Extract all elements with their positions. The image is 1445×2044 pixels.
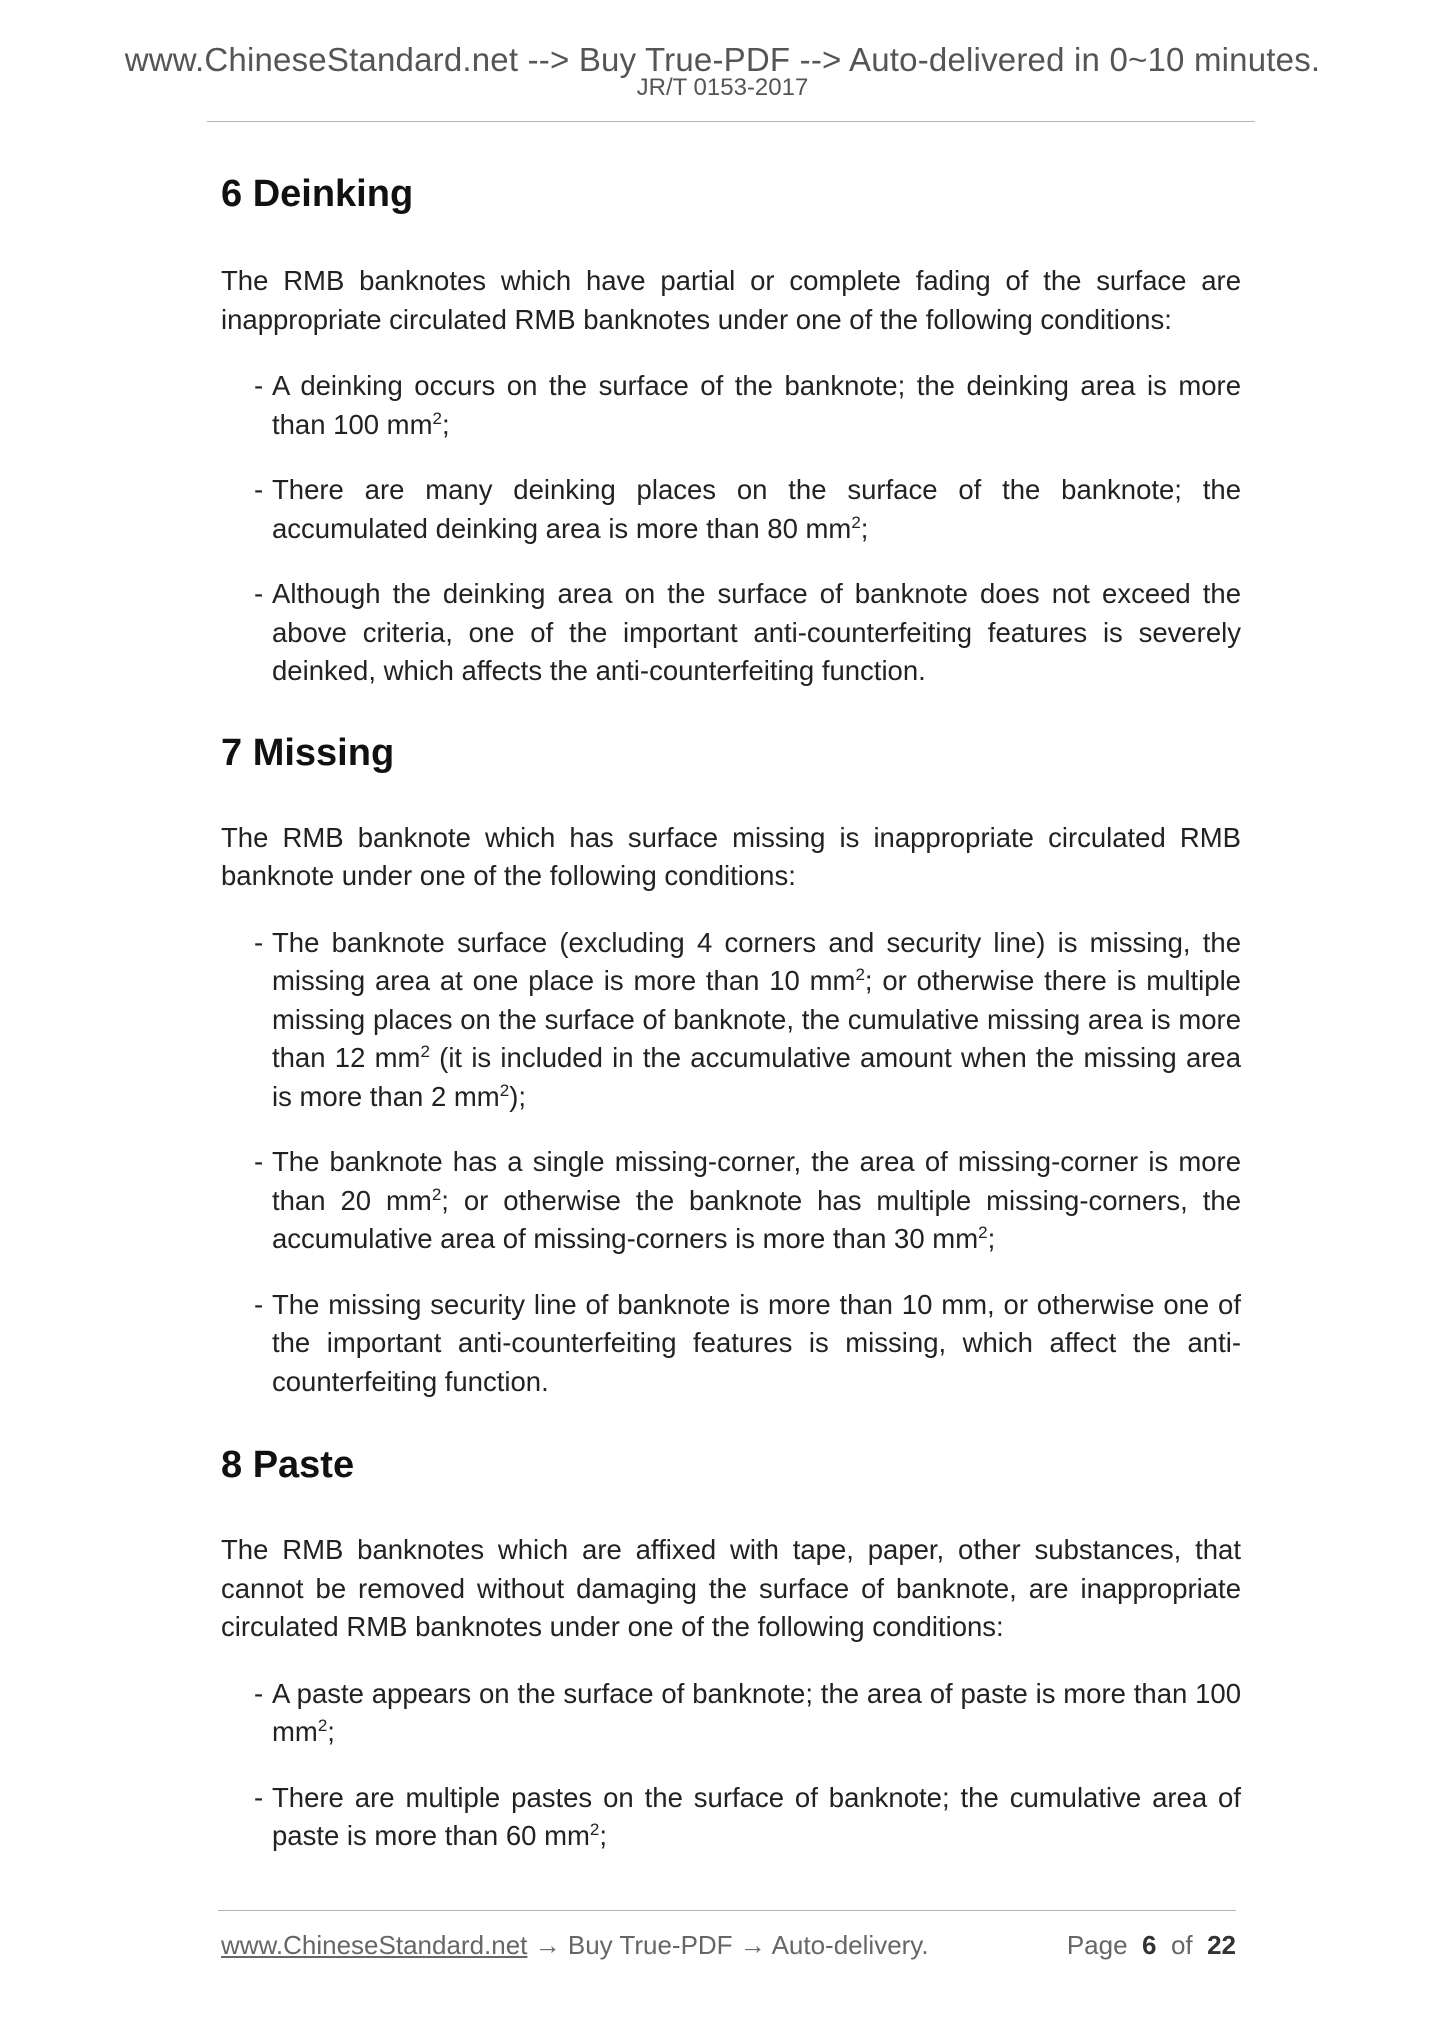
page-footer — [221, 1929, 1236, 1961]
section-heading-deinking: 6 Deinking — [221, 173, 414, 215]
list-item-text: The missing security line of banknote is more than 10 mm, or otherwise one of the important anti-counterfeiting features is missing, which affect the anti-counterfeiting function. — [272, 1288, 1241, 1397]
list-item-text: There are many deinking places on the surface of the banknote; the accumulated deinking area is more than 80 $mm^2$; — [272, 474, 1241, 544]
section-heading-paste: 8 Paste — [221, 1444, 355, 1486]
page-counter: Page 6 of 22 — [1066, 1930, 1236, 1960]
header-divider — [207, 121, 1255, 122]
list-item — [254, 1675, 1241, 1752]
list-marker: - — [254, 926, 264, 958]
list-item-text: There are multiple pastes on the surface of banknote; the cumulative area of paste is more than 60 $mm^2$; — [272, 1781, 1241, 1851]
section-intro-paste: The RMB banknotes which are affixed with tape, paper, other substances, that cannot be removed without damaging the surface of banknote, are inappropriate circulated RMB banknotes under one of the following conditions: — [221, 1534, 1241, 1642]
document-code: JR/T 0153-2017 — [636, 74, 809, 101]
list-item — [254, 367, 1241, 444]
list-item-text: A deinking occurs on the surface of the banknote; the deinking area is more than 100 $mm^2$; — [272, 370, 1241, 440]
top-banner: www.ChineseStandard.net --> Buy True-PDF --> Auto-delivered in 0~10 minutes. — [124, 41, 1321, 78]
list-item-text: The banknote has a single missing-corner, the area of missing-corner is more than 20 $mm^2$; or otherwise the banknote has multiple missing-corners, the accumulative area of missing-corners is more than 30 $mm^2$; — [272, 1146, 1241, 1254]
list-marker: - — [254, 578, 264, 609]
list-item — [254, 471, 1241, 548]
page-body — [221, 170, 1241, 1856]
list-item-text: Although the deinking area on the surface of banknote does not exceed the above criteria, one of the important anti-counterfeiting features is severely deinked, which affects the anti-counterfeiting function. — [272, 578, 1241, 686]
list-item — [254, 1143, 1241, 1259]
page-total: 22 — [1207, 1930, 1236, 1960]
section-intro-deinking: The RMB banknotes which have partial or complete fading of the surface are inappropriate circulated RMB banknotes under one of the following conditions: — [221, 265, 1241, 335]
page-number: 6 — [1142, 1930, 1157, 1960]
list-item — [254, 1779, 1241, 1856]
list-marker: - — [254, 1677, 264, 1709]
list-marker: - — [254, 474, 264, 505]
list-item-text: A paste appears on the surface of banknote; the area of paste is more than 100 $mm^2$; — [272, 1677, 1241, 1747]
list-marker: - — [254, 370, 264, 401]
footer-left — [221, 1929, 929, 1961]
section-intro-missing: The RMB banknote which has surface missing is inappropriate circulated RMB banknote under one of the following conditions: — [221, 821, 1241, 891]
site-link[interactable]: www.ChineseStandard.net — [221, 1930, 528, 1960]
list-item-text: The banknote surface (excluding 4 corners and security line) is missing, the missing area at one place is more than 10 $mm^2$; or otherwise there is multiple missing places on the surface of banknote, the cumulative missing area is more than 12 $mm^2$ (it is included in the accumulative amount when the missing area is more than 2 $mm^2$); — [272, 926, 1241, 1112]
list-item — [254, 575, 1241, 691]
footer-tagline: → Buy True-PDF → Auto-delivery. — [527, 1930, 929, 1960]
list-item — [254, 924, 1241, 1117]
list-marker: - — [254, 1146, 264, 1177]
footer-divider — [218, 1910, 1236, 1911]
list-item — [254, 1286, 1241, 1402]
list-marker: - — [254, 1781, 264, 1813]
section-heading-missing: 7 Missing — [221, 731, 395, 774]
list-marker: - — [254, 1288, 264, 1320]
